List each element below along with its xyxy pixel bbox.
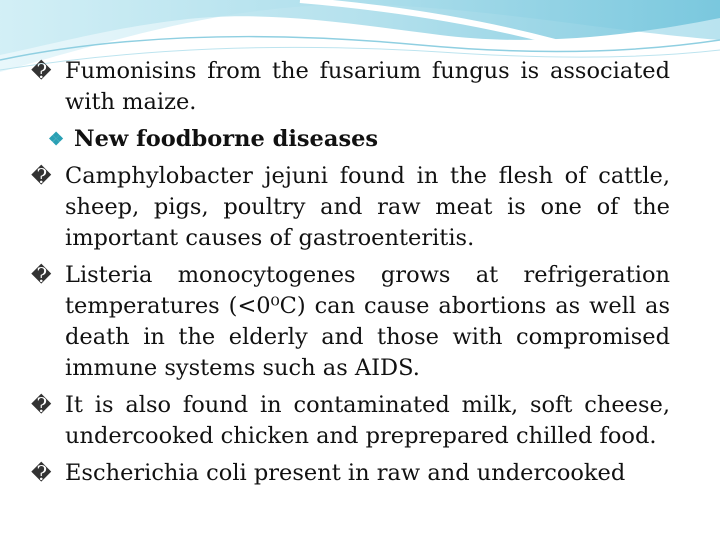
missing-glyph-icon: � (31, 164, 52, 188)
bullet-text: Escherichia coli present in raw and undercooked (65, 460, 626, 486)
bullet-camphylobacter (30, 161, 670, 254)
bullet-contaminated-food (30, 390, 670, 452)
missing-glyph-icon: � (31, 393, 52, 417)
bullet-fumonisins (30, 56, 670, 118)
bullet-text: Fumonisins from the fusarium fungus is associated with maize. (65, 58, 670, 115)
missing-glyph-icon: � (31, 461, 52, 485)
bullet-text: Listeria monocytogenes grows at refrigeration temperatures (<0⁰C) can cause abortions as well as death in the elderly and those with compromised immune systems such as AIDS. (65, 262, 670, 381)
diamond-bullet-icon: ❖ (48, 129, 65, 150)
bullet-text: Camphylobacter jejuni found in the flesh of cattle, sheep, pigs, poultry and raw meat is one of the important causes of gastroenteritis. (65, 163, 670, 251)
bullet-escherichia-coli (30, 458, 670, 489)
bullet-text: It is also found in contaminated milk, soft cheese, undercooked chicken and preprepared chilled food. (65, 392, 670, 449)
bullet-new-foodborne-diseases (30, 124, 670, 155)
slide-content (30, 56, 670, 495)
bullet-text: New foodborne diseases (74, 126, 379, 152)
bullet-listeria (30, 260, 670, 384)
missing-glyph-icon: � (31, 59, 52, 83)
missing-glyph-icon: � (31, 263, 52, 287)
